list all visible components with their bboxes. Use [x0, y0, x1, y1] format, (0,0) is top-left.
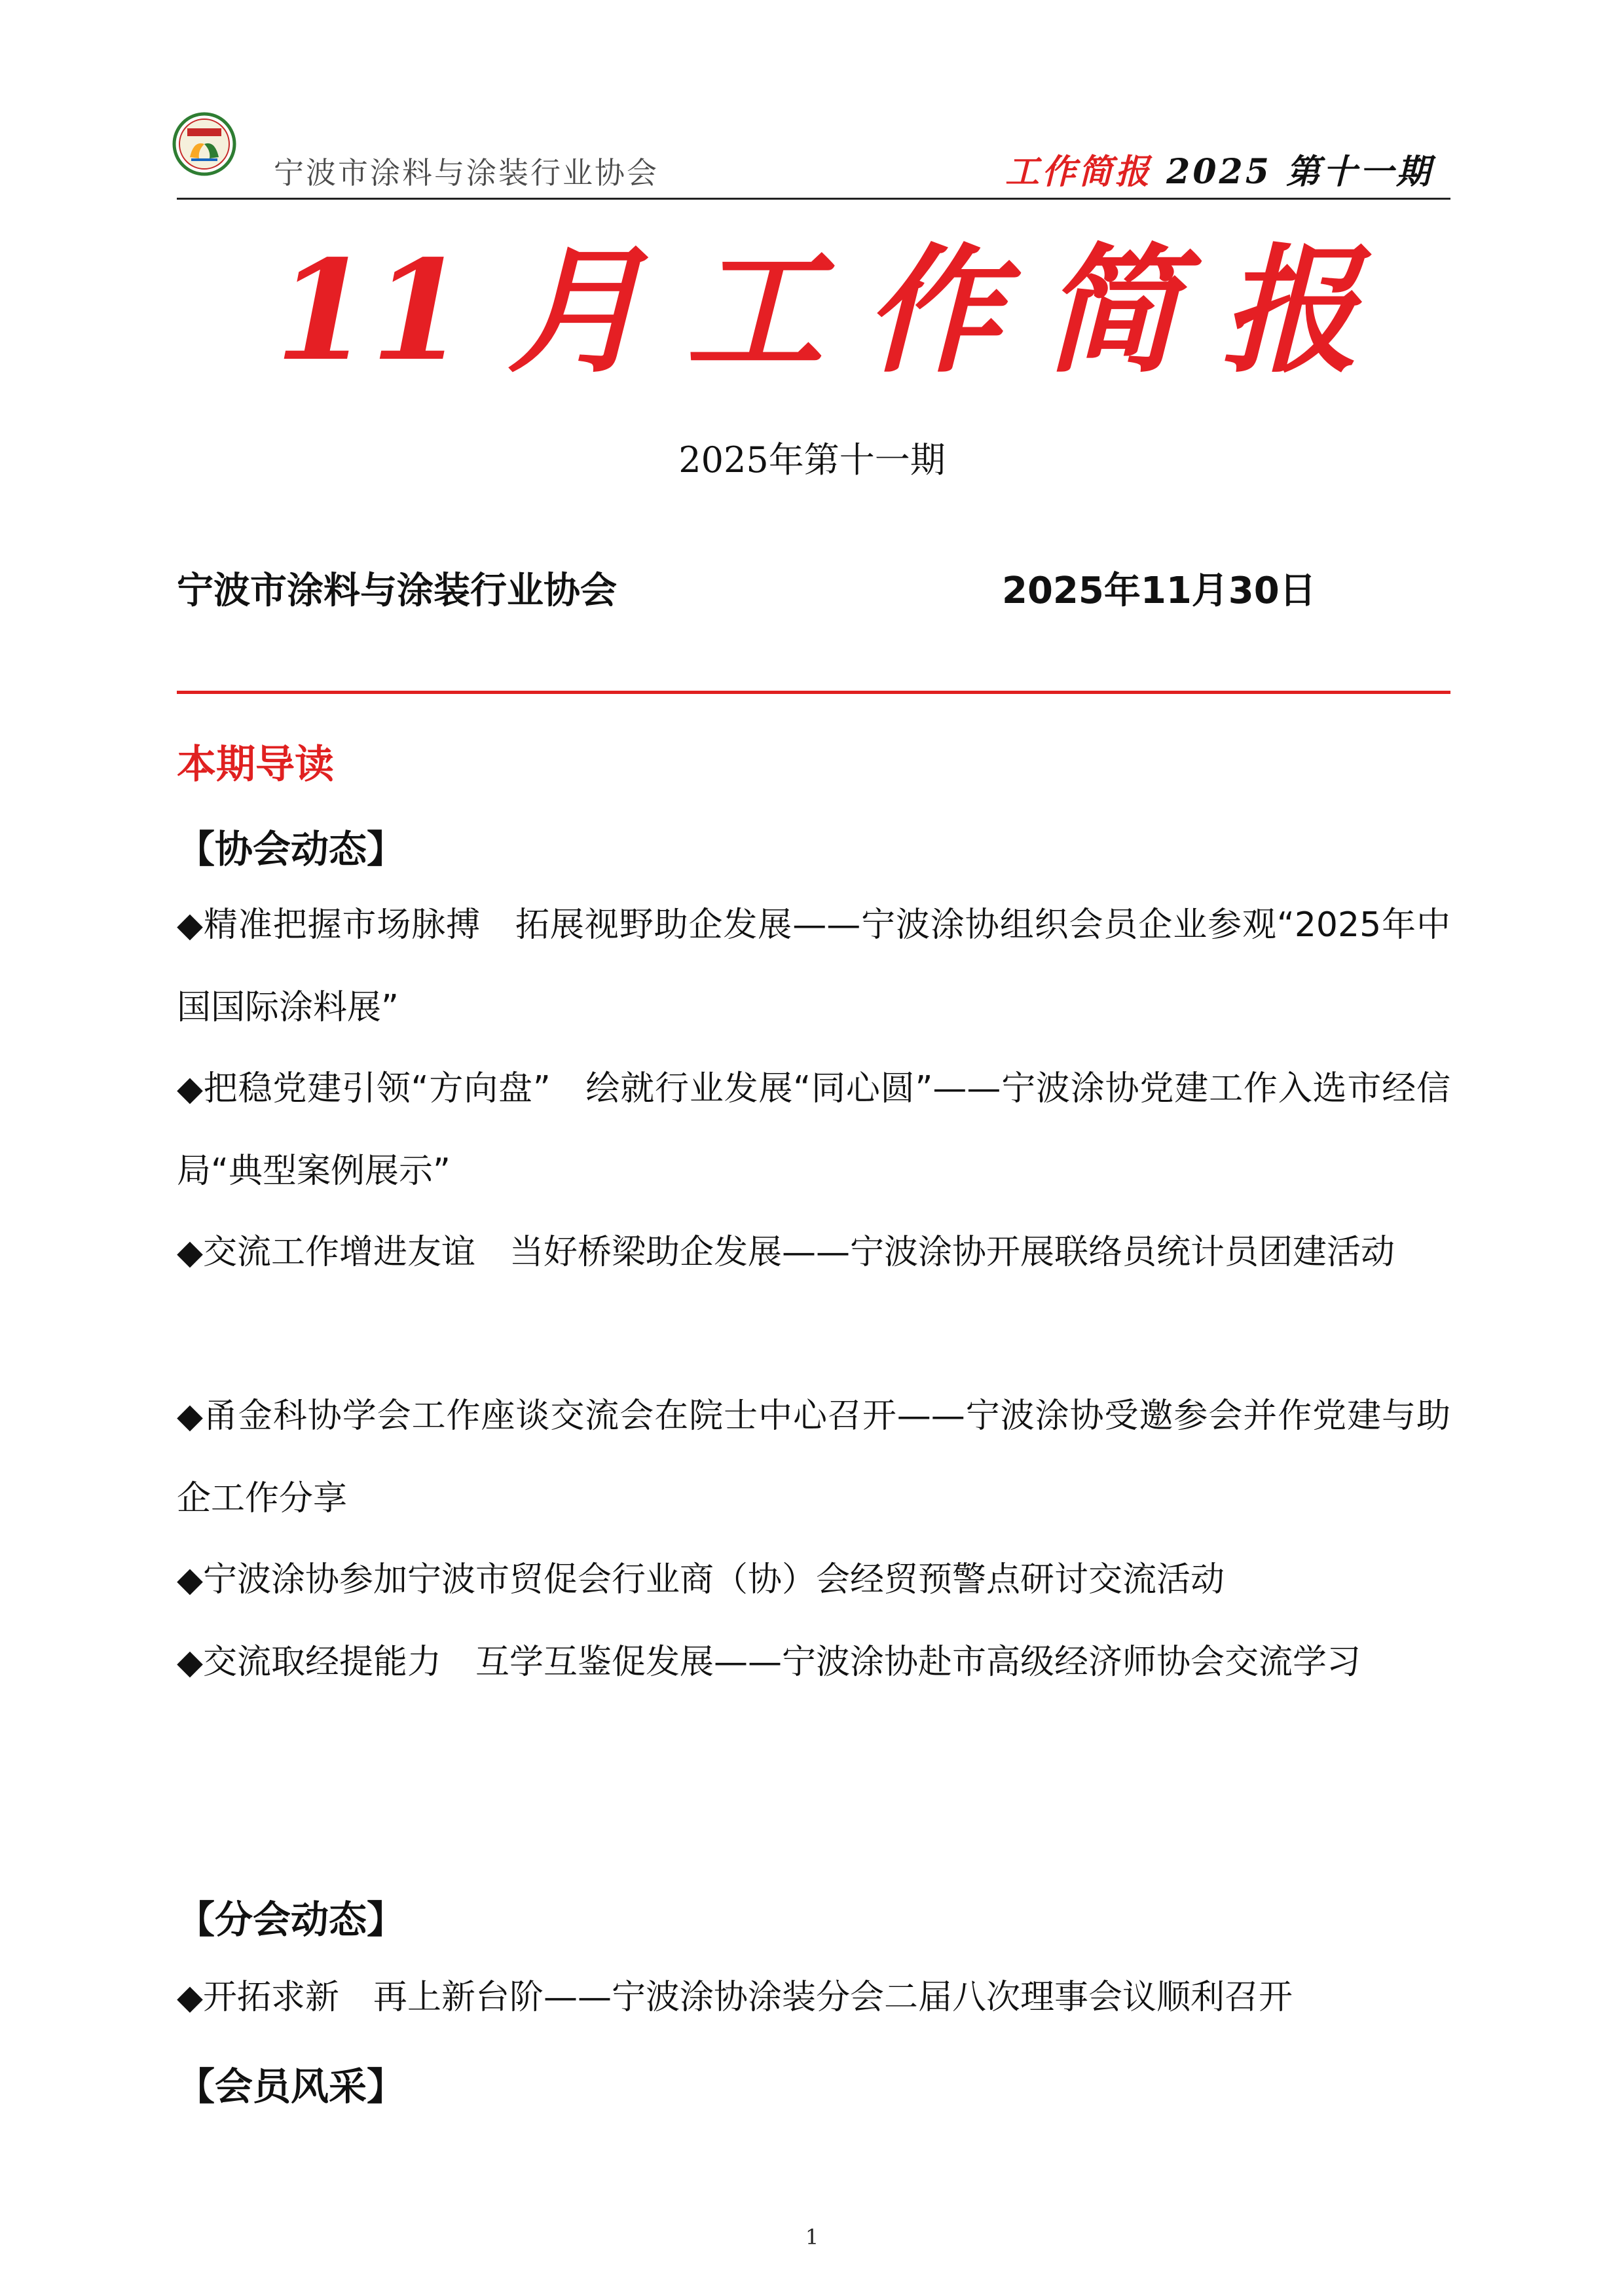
publish-date: 2025年11月30日 [1002, 570, 1316, 612]
issue-line: 2025年第十一期 [678, 439, 946, 481]
main-title [177, 230, 1450, 392]
publisher-name: 宁波市涂料与涂装行业协会 [177, 570, 617, 612]
list-item: ◆开拓求新 再上新台阶——宁波涂协涂装分会二届八次理事会议顺利召开 [177, 1978, 1293, 2017]
list-item: ◆交流取经提能力 互学互鉴促发展——宁波涂协赴市高级经济师协会交流学习 [177, 1643, 1361, 1682]
title-char: 简 [1043, 230, 1181, 392]
section-heading-association: 【协会动态】 [177, 827, 405, 871]
association-logo [172, 111, 237, 177]
list-item: ◆交流工作增进友谊 当好桥梁助企发展——宁波涂协开展联络员统计员团建活动 [177, 1233, 1395, 1272]
list-item: ◆宁波涂协参加宁波市贸促会行业商（协）会经贸预警点研讨交流活动 [177, 1560, 1225, 1599]
section-heading-members: 【会员风采】 [177, 2064, 405, 2109]
guide-title: 本期导读 [177, 742, 334, 788]
header-issue-label [1005, 144, 1433, 193]
list-item: ◆把稳党建引领“方向盘” 绘就行业发展“同心圆”——宁波涂协党建工作入选市经信局“典型案例展示” [177, 1069, 1450, 1191]
list-item: ◆精准把握市场脉搏 拓展视野助企发展——宁波涂协组织会员企业参观“2025年中国国际涂料展” [177, 905, 1450, 1027]
header-year-issue: 2025 第十一期 [1166, 152, 1433, 192]
red-divider [177, 691, 1450, 694]
title-char: 报 [1221, 230, 1359, 392]
header-org-name: 宁波市涂料与涂装行业协会 [274, 155, 659, 191]
list-item: ◆甬金科协学会工作座谈交流会在院士中心召开——宁波涂协受邀参会并作党建与助企工作分享 [177, 1396, 1450, 1518]
page-number: 1 [805, 2225, 819, 2250]
header-brief-label: 工作简报 [1005, 152, 1153, 192]
header-divider [177, 198, 1450, 200]
section-heading-branch: 【分会动态】 [177, 1897, 405, 1942]
title-char: 11 [275, 230, 467, 392]
title-char: 作 [864, 230, 1002, 392]
title-char: 月 [507, 230, 645, 392]
title-char: 工 [686, 230, 824, 392]
